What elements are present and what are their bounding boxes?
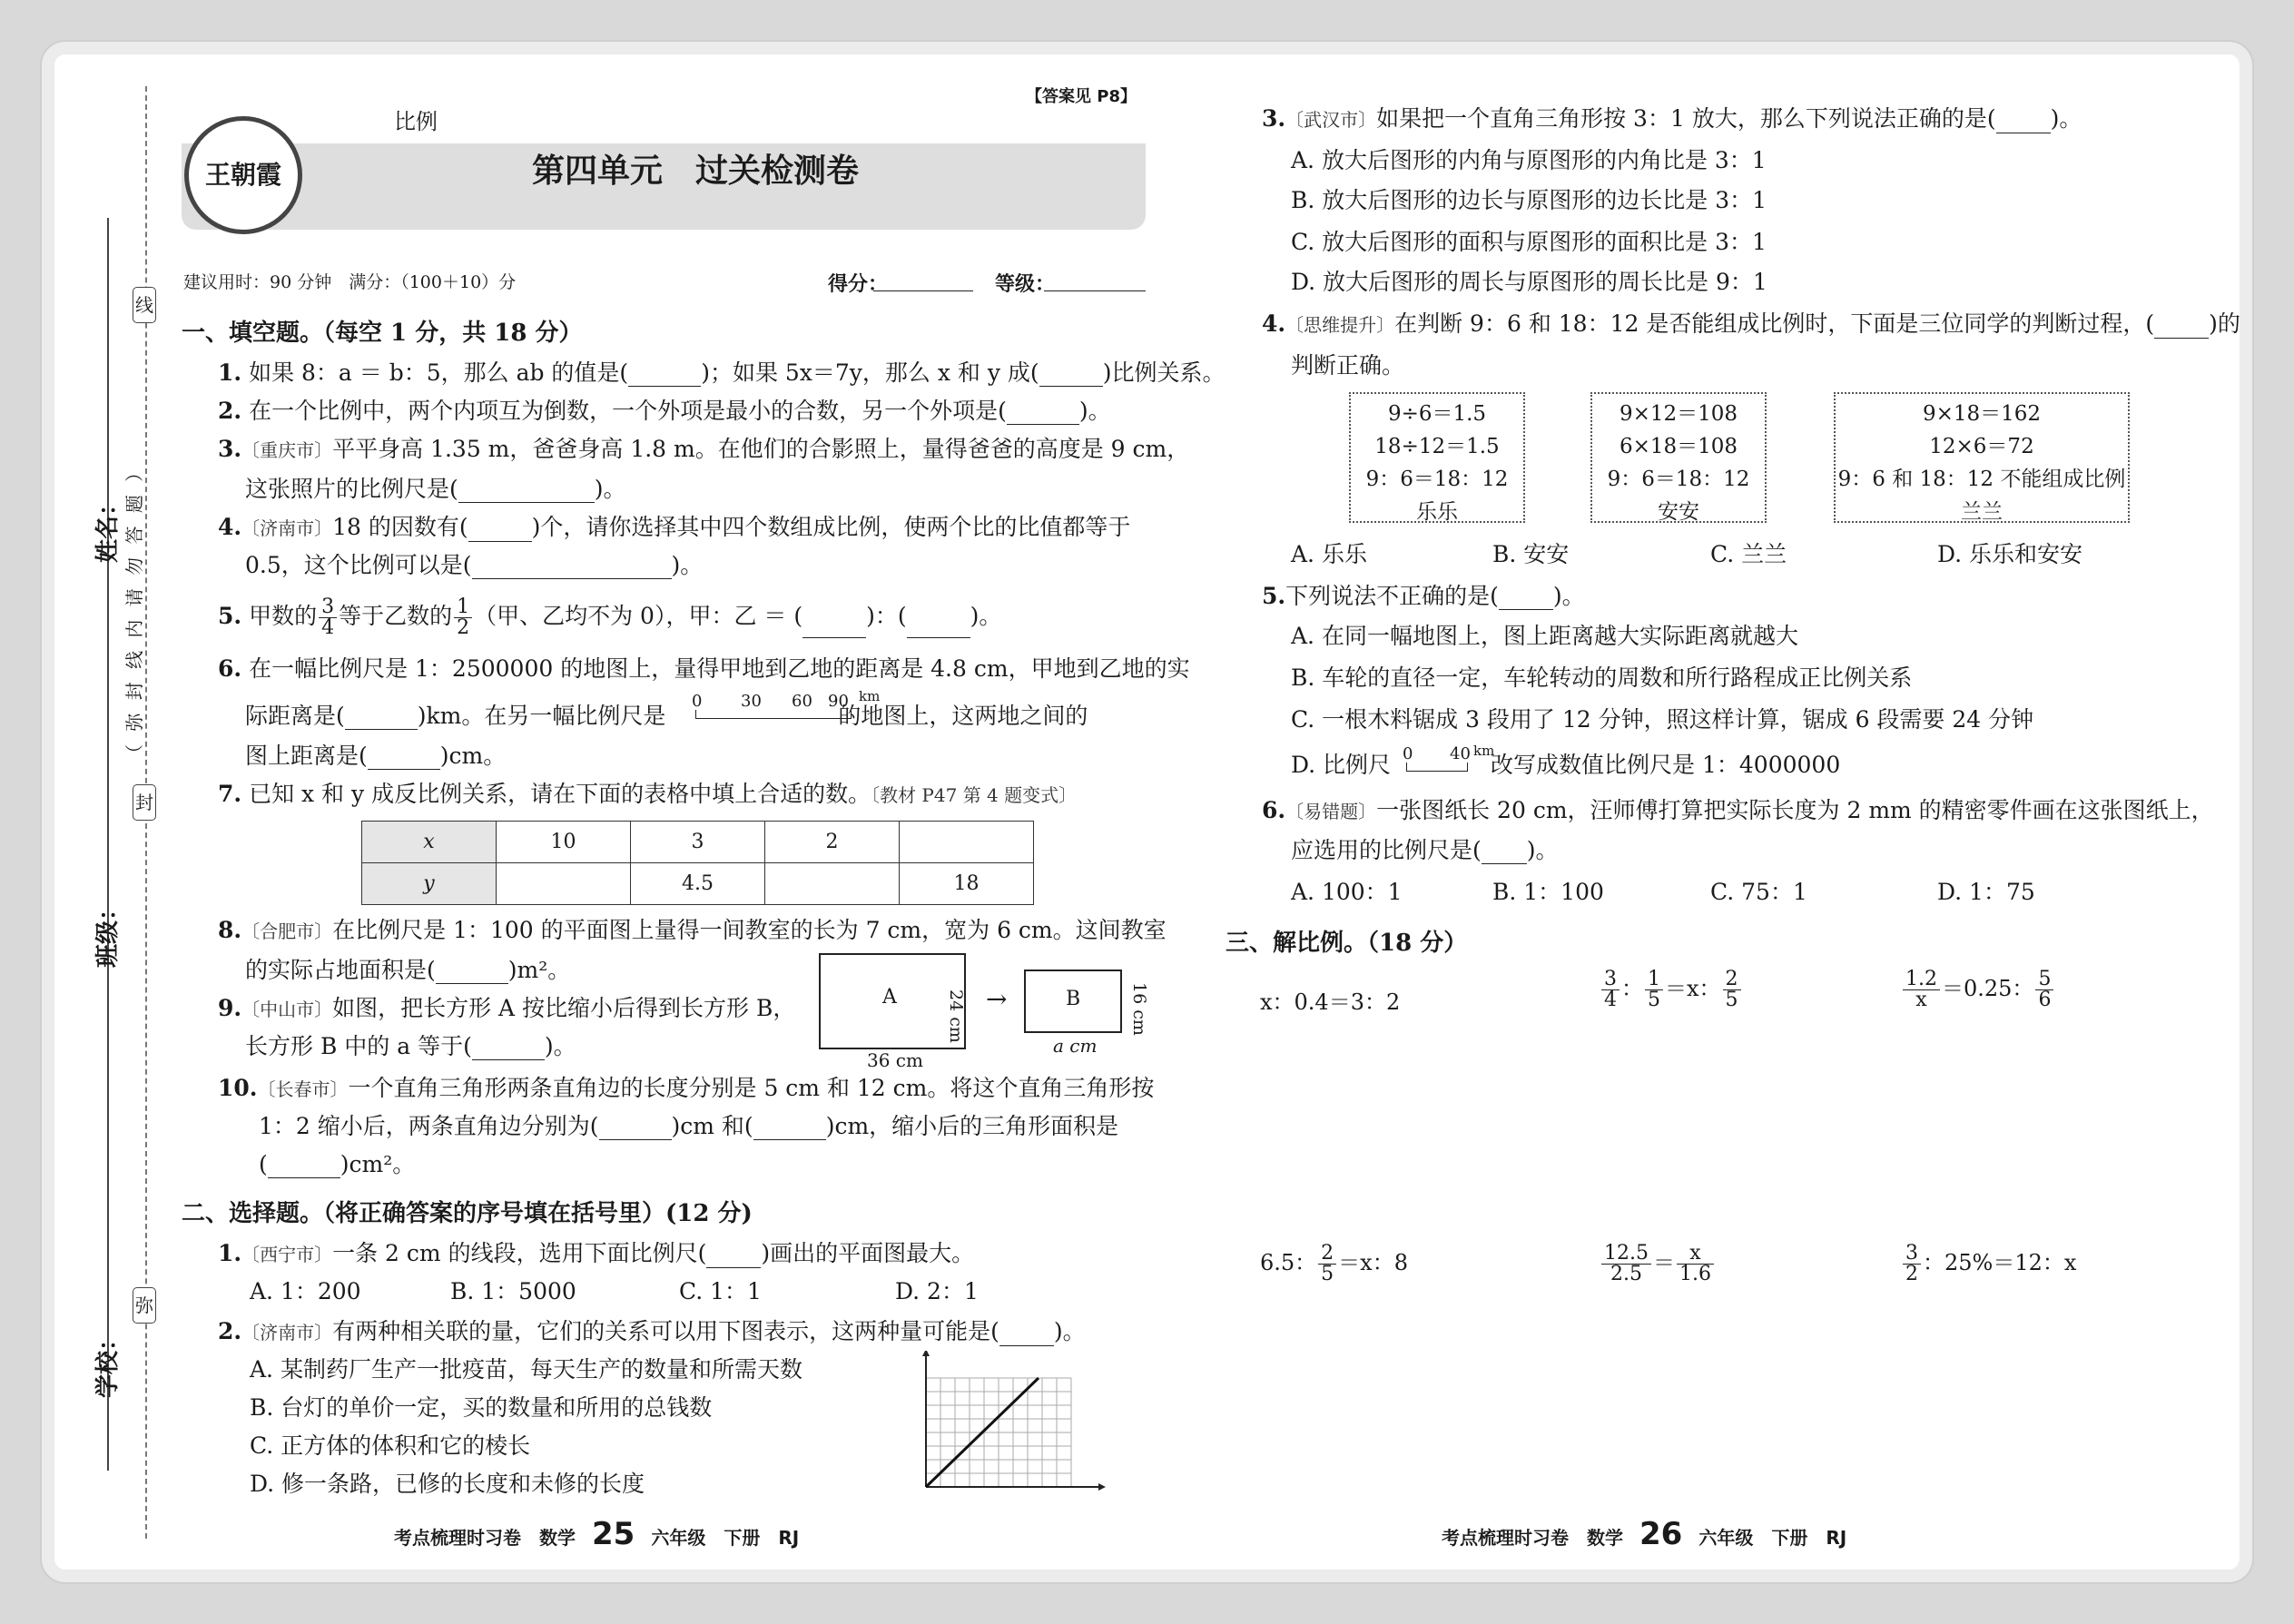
answer-blank[interactable] xyxy=(802,637,866,638)
equation-1: x：0.4＝3：2 xyxy=(1260,989,1401,1015)
graph-grid xyxy=(926,1378,1071,1487)
q-text: )：( xyxy=(866,603,907,629)
q-text: 在比例尺是 1：100 的平面图上量得一间教室的长为 7 cm，宽为 6 cm。这间教室 xyxy=(332,917,1167,943)
denominator: 4 xyxy=(321,616,335,639)
s1-q6-line2 xyxy=(245,703,1088,730)
box-line: 9×12＝108 xyxy=(1619,402,1738,426)
q-tag: 〔思维提升〕 xyxy=(1285,314,1395,336)
equation-5 xyxy=(1600,1244,1716,1284)
q-text: )。 xyxy=(2050,105,2082,132)
time-info: 建议用时：90 分钟 满分：（100＋10）分 xyxy=(183,272,517,292)
q-text: )km。在另一幅比例尺是 xyxy=(417,703,666,729)
table-row-y xyxy=(362,863,1034,905)
answer-reference: 【答案见 P8】 xyxy=(1026,87,1137,106)
fraction xyxy=(2035,969,2053,1010)
s1-q5 xyxy=(218,597,1001,638)
answer-blank[interactable] xyxy=(468,541,532,542)
answer-blank[interactable] xyxy=(436,983,508,984)
q-text: )。 xyxy=(970,603,1002,629)
seal-note: （ 弥 封 线 内 请 勿 答 题 ） xyxy=(123,459,145,763)
footer-series: 考点梳理时习卷 数学 xyxy=(1442,1527,1623,1549)
option-d[interactable]: D. 乐乐和安安 xyxy=(1937,541,2083,567)
unit-label: 比例 xyxy=(394,109,438,134)
rect-b-width: a cm xyxy=(1053,1035,1098,1057)
q-text: 在判断 9：6 和 18：12 是否能组成比例时，下面是三位同学的判断过程，( xyxy=(1394,310,2155,337)
rect-a-height: 24 cm xyxy=(946,989,966,1043)
reasoning-box-anan xyxy=(1590,392,1767,523)
section2-heading: 二、选择题。（将正确答案的序号填在括号里）(12 分) xyxy=(182,1200,753,1227)
q-text: 如图，把长方形 A 按比缩小后得到长方形 B， xyxy=(332,995,796,1021)
s2-q1 xyxy=(218,1240,974,1268)
q-tag: 〔合肥市〕 xyxy=(241,920,333,942)
s1-q6-line3 xyxy=(245,743,506,770)
numerator: 1.2 xyxy=(1903,969,1940,990)
box-line: 9：6＝18：12 xyxy=(1365,468,1509,491)
option-a[interactable]: A. 在同一幅地图上，图上距离越大实际距离就越大 xyxy=(1291,623,1798,649)
q-text: )比例关系。 xyxy=(1102,359,1226,386)
q-tag: 〔济南市〕 xyxy=(241,1322,333,1343)
q-text: )cm 和( xyxy=(671,1113,753,1139)
arrow-icon: → xyxy=(986,984,1008,1014)
option-a[interactable]: A. 放大后图形的内角与原图形的内角比是 3：1 xyxy=(1291,147,1767,173)
page-number: 26 xyxy=(1639,1516,1683,1552)
q-num: 8. xyxy=(218,917,242,943)
denominator: 2 xyxy=(1905,1263,1918,1285)
fraction xyxy=(1601,969,1620,1010)
q-text: )cm，缩小后的三角形面积是 xyxy=(825,1113,1119,1139)
q-tag: 〔济南市〕 xyxy=(241,517,333,539)
table-cell[interactable] xyxy=(765,863,900,905)
fraction xyxy=(1318,1244,1336,1284)
q-num: 3. xyxy=(1262,105,1286,132)
reasoning-box-lanlan xyxy=(1834,392,2130,523)
name-label: 姓名： xyxy=(94,491,122,563)
equation-3 xyxy=(1901,969,2055,1010)
scale-bar xyxy=(695,710,852,719)
equation-6 xyxy=(1901,1244,2076,1284)
reasoning-box-lele xyxy=(1349,392,1525,523)
q-num: 7. xyxy=(218,781,242,807)
q-num: 1. xyxy=(218,359,242,386)
fraction xyxy=(1601,1244,1651,1284)
q-text: )；如果 5x＝7y，那么 x 和 y 成( xyxy=(701,359,1039,386)
s2-q6-line2 xyxy=(1291,837,1559,864)
q-tag: 〔武汉市〕 xyxy=(1285,109,1377,131)
rect-label: A xyxy=(882,986,897,1009)
footer-series: 考点梳理时习卷 数学 xyxy=(394,1527,576,1549)
fraction xyxy=(1723,969,1741,1010)
q-text: 平平身高 1.35 m，爸爸身高 1.8 m。在他们的合影照上，量得爸爸的高度是 9 cm， xyxy=(332,436,1190,462)
scale-tick: 0 xyxy=(692,692,703,711)
option-b[interactable]: B. 放大后图形的边长与原图形的边长比是 3：1 xyxy=(1291,187,1767,213)
q-text: 的实际占地面积是( xyxy=(245,957,436,983)
table-header-x: x xyxy=(362,822,497,863)
q-text: 在一幅比例尺是 1：2500000 的地图上，量得甲地到乙地的距离是 4.8 cm，甲地到乙地的实 xyxy=(249,655,1190,682)
denominator: 2 xyxy=(457,616,470,639)
option-b[interactable]: B. 1：100 xyxy=(1492,879,1604,905)
section3-heading: 三、解比例。（18 分） xyxy=(1226,930,1468,957)
section1-heading: 一、填空题。（每空 1 分，共 18 分） xyxy=(182,320,583,347)
q-text: )。 xyxy=(1053,1318,1086,1344)
fraction xyxy=(319,597,337,638)
scale-tick: 90 xyxy=(828,692,849,711)
answer-blank[interactable] xyxy=(907,637,970,638)
q-text: 如果 8：a ＝ b：5，那么 ab 的值是( xyxy=(249,359,629,386)
s2-q6 xyxy=(1262,797,2214,825)
numerator: 2 xyxy=(1723,969,1741,990)
s1-q8 xyxy=(218,917,1167,945)
answer-blank[interactable] xyxy=(1482,863,1527,864)
name-line xyxy=(107,218,109,1471)
q-num: 2. xyxy=(218,1318,242,1344)
denominator: 6 xyxy=(2038,989,2052,1011)
q-text: 一条 2 cm 的线段，选用下面比例尺( xyxy=(332,1240,707,1266)
q-text: 应选用的比例尺是( xyxy=(1291,837,1482,863)
s2-q5 xyxy=(1262,583,1585,610)
eq-text: ＝x：8 xyxy=(1338,1250,1408,1275)
denominator: 1.6 xyxy=(1679,1263,1711,1285)
answer-blank[interactable] xyxy=(368,769,440,770)
numerator: 12.5 xyxy=(1601,1244,1651,1265)
footer-grade: 六年级 下册 RJ xyxy=(651,1527,800,1549)
answer-blank[interactable] xyxy=(472,1059,545,1060)
numerator: 1 xyxy=(1645,969,1663,990)
box-line: 9：6 和 18：12 不能组成比例 xyxy=(1837,468,2126,491)
q-text: ( xyxy=(259,1151,268,1177)
q-text: （甲、乙均不为 0），甲：乙 ＝ ( xyxy=(474,603,803,629)
q-text: 在一个比例中，两个内项互为倒数，一个外项是最小的合数，另一个外项是( xyxy=(249,398,1007,424)
answer-blank[interactable] xyxy=(1039,386,1103,387)
equation-4 xyxy=(1260,1244,1408,1284)
q-text: )的 xyxy=(2209,310,2240,337)
answer-blank[interactable] xyxy=(2154,338,2209,339)
fraction xyxy=(1903,969,1940,1010)
option-b[interactable]: B. 车轮的直径一定，车轮转动的周数和所行路程成正比例关系 xyxy=(1291,664,1913,691)
q-text: )m²。 xyxy=(507,957,571,983)
option-d[interactable] xyxy=(1291,752,1840,779)
q-text: 0.5，这个比例可以是( xyxy=(245,552,472,578)
q-text: 有两种相关联的量，它们的关系可以用下图表示，这两种量可能是( xyxy=(332,1318,999,1344)
denominator: x xyxy=(1915,989,1927,1011)
q-text: 甲数的 xyxy=(249,603,318,629)
q-text: 已知 x 和 y 成反比例关系，请在下面的表格中填上合适的数。 xyxy=(249,781,871,807)
footer-left xyxy=(394,1516,799,1552)
numerator: x xyxy=(1677,1244,1714,1265)
q-tag: 〔重庆市〕 xyxy=(241,439,333,461)
box-line: 18÷12＝1.5 xyxy=(1374,435,1500,458)
banner-tab-gap xyxy=(318,107,1146,143)
box-name: 兰兰 xyxy=(1961,500,2003,524)
option-d[interactable]: D. 放大后图形的周长与原图形的周长比是 9：1 xyxy=(1291,269,1767,295)
answer-blank[interactable] xyxy=(472,578,672,579)
s1-q6 xyxy=(218,655,1190,683)
numerator: 2 xyxy=(1318,1244,1336,1265)
answer-blank[interactable] xyxy=(1007,424,1079,425)
option-c[interactable]: C. 1：1 xyxy=(679,1278,762,1304)
seal-char-mi: 弥 xyxy=(133,1287,156,1324)
q-num: 1. xyxy=(218,1240,242,1266)
eq-text: ＝ xyxy=(1652,1250,1675,1275)
s1-q7 xyxy=(218,781,1077,809)
proportion-graph xyxy=(908,1351,1108,1505)
option-b[interactable]: B. 安安 xyxy=(1492,541,1570,567)
q-text: 长方形 B 中的 a 等于( xyxy=(245,1033,472,1059)
answer-blank[interactable] xyxy=(458,502,595,503)
y-axis-arrow xyxy=(922,1351,930,1356)
s1-q4-line2 xyxy=(245,552,703,579)
table-cell[interactable]: 2 xyxy=(765,822,900,863)
q-num: 4. xyxy=(218,514,242,540)
option-a[interactable]: A. 1：200 xyxy=(250,1278,361,1304)
footer-grade: 六年级 下册 RJ xyxy=(1698,1527,1847,1549)
q-text: 18 的因数有( xyxy=(332,514,468,540)
eq-text: ： xyxy=(1621,976,1643,1001)
eq-text: ：25%＝12：x xyxy=(1923,1250,2077,1275)
q-text: 图上距离是( xyxy=(245,743,368,769)
numerator: 3 xyxy=(319,597,337,618)
option-c[interactable]: C. 放大后图形的面积与原图形的面积比是 3：1 xyxy=(1291,229,1767,255)
box-line: 9×18＝162 xyxy=(1922,402,2042,426)
table-cell[interactable] xyxy=(497,863,631,905)
q-text: )画出的平面图最大。 xyxy=(761,1240,975,1266)
q-text: D. 比例尺 xyxy=(1291,752,1392,778)
q-text: )。 xyxy=(671,552,704,578)
s2-q3 xyxy=(1262,105,2082,133)
score-field[interactable] xyxy=(873,290,973,291)
eq-text: ＝0.25： xyxy=(1942,976,2034,1001)
fraction xyxy=(1903,1244,1921,1284)
class-label: 班级： xyxy=(94,896,122,968)
table-cell[interactable]: 4.5 xyxy=(631,863,765,905)
page-title: 第四单元 过关检测卷 xyxy=(532,153,860,190)
q-text: )。 xyxy=(1552,583,1585,609)
seal-char-feng: 封 xyxy=(133,784,156,821)
answer-blank[interactable] xyxy=(628,386,701,387)
scale-tick: 0 xyxy=(1403,744,1413,763)
option-a[interactable]: A. 乐乐 xyxy=(1291,541,1367,567)
scale-unit: km xyxy=(859,688,881,704)
numerator: 1 xyxy=(454,597,472,618)
option-d[interactable]: D. 2：1 xyxy=(895,1278,979,1304)
box-name: 安安 xyxy=(1658,500,1699,524)
denominator: 2.5 xyxy=(1610,1263,1642,1285)
grade-field[interactable] xyxy=(1044,290,1146,291)
s1-q8-line2 xyxy=(245,957,570,984)
table-cell[interactable]: 18 xyxy=(900,863,1034,905)
denominator: 4 xyxy=(1604,989,1617,1011)
s1-q4 xyxy=(218,514,1130,542)
q-text: )。 xyxy=(1078,398,1111,424)
option-c[interactable]: C. 正方体的体积和它的棱长 xyxy=(250,1432,531,1459)
grade-label: 等级： xyxy=(995,272,1056,296)
page-number: 25 xyxy=(592,1516,635,1552)
s2-q4 xyxy=(1262,310,2240,339)
option-c[interactable]: C. 兰兰 xyxy=(1710,541,1787,567)
scale-tick: 60 xyxy=(792,692,812,711)
answer-blank[interactable] xyxy=(599,1139,672,1140)
q-tag: 〔教材 P47 第 4 题变式〕 xyxy=(871,784,1078,806)
q-num: 5. xyxy=(218,603,242,629)
answer-blank[interactable] xyxy=(999,1345,1054,1346)
s2-q4-line2: 判断正确。 xyxy=(1291,352,1405,379)
fraction xyxy=(1645,969,1663,1010)
q-text: 1：2 缩小后，两条直角边分别为( xyxy=(259,1113,599,1139)
s1-q3 xyxy=(218,436,1189,464)
equation-2 xyxy=(1600,969,1743,1010)
scale-tick: 30 xyxy=(741,692,762,711)
table-cell[interactable]: 10 xyxy=(497,822,631,863)
q-tag: 〔易错题〕 xyxy=(1285,801,1377,822)
rectangle-b xyxy=(1024,969,1122,1033)
numerator: 5 xyxy=(2035,969,2053,990)
q-text: 这张照片的比例尺是( xyxy=(245,476,458,502)
q-num: 6. xyxy=(1262,797,1286,823)
q-text: )。 xyxy=(1526,837,1559,863)
rect-label: B xyxy=(1066,988,1081,1010)
q-num: 3. xyxy=(218,436,242,462)
q-num: 6. xyxy=(218,655,242,682)
q-text: 如果把一个直角三角形按 3：1 放大，那么下列说法正确的是( xyxy=(1376,105,1996,132)
q-text: )。 xyxy=(594,476,626,502)
q-tag: 〔中山市〕 xyxy=(241,999,333,1020)
answer-blank[interactable] xyxy=(268,1177,340,1178)
scale-tick: 40 xyxy=(1450,744,1471,763)
q-text: 际距离是( xyxy=(245,703,345,729)
box-line: 9：6＝18：12 xyxy=(1607,468,1750,491)
option-c[interactable]: C. 一根木料锯成 3 段用了 12 分钟，照这样计算，锯成 6 段需要 24 分钟 xyxy=(1291,706,2034,733)
option-b[interactable]: B. 1：5000 xyxy=(450,1278,576,1304)
eq-text: 6.5： xyxy=(1260,1250,1317,1275)
s1-q10-line3 xyxy=(259,1151,415,1178)
rect-a-width: 36 cm xyxy=(867,1049,923,1071)
line-scale-q6 xyxy=(692,688,881,728)
q-num: 2. xyxy=(218,398,242,424)
q-text: )。 xyxy=(544,1033,576,1059)
q-num: 9. xyxy=(218,995,242,1021)
s1-q2 xyxy=(218,398,1111,425)
option-a[interactable]: A. 某制药厂生产一批疫苗，每天生产的数量和所需天数 xyxy=(250,1356,802,1383)
q-num: 5. xyxy=(1262,583,1286,609)
box-name: 乐乐 xyxy=(1416,500,1458,524)
q-text: 一个直角三角形两条直角边的长度分别是 5 cm 和 12 cm。将这个直角三角形按 xyxy=(348,1075,1155,1101)
answer-blank[interactable] xyxy=(345,729,418,730)
logo-seal: 王朝霞 xyxy=(184,116,302,234)
s1-q3-line2 xyxy=(245,476,626,503)
q-text: 等于乙数的 xyxy=(339,603,453,629)
table-row-x xyxy=(362,822,1034,863)
box-line: 6×18＝108 xyxy=(1619,435,1738,458)
s1-q9-line2 xyxy=(245,1033,576,1060)
option-d[interactable]: D. 1：75 xyxy=(1937,879,2035,905)
footer-right xyxy=(1442,1516,1846,1552)
option-c[interactable]: C. 75：1 xyxy=(1710,879,1807,905)
scale-bar xyxy=(1406,763,1468,772)
q-tag: 〔西宁市〕 xyxy=(241,1244,333,1265)
answer-blank[interactable] xyxy=(753,1139,826,1140)
s1-q10-line2 xyxy=(259,1113,1118,1140)
box-line: 9÷6＝1.5 xyxy=(1387,402,1487,426)
s2-q2 xyxy=(218,1318,1086,1346)
s1-q9 xyxy=(218,995,795,1023)
fraction xyxy=(454,597,472,638)
option-b[interactable]: B. 台灯的单价一定，买的数量和所用的总钱数 xyxy=(250,1394,713,1421)
denominator: 5 xyxy=(1321,1263,1334,1285)
q-text: )cm。 xyxy=(439,743,507,769)
q-num: 10. xyxy=(218,1075,258,1101)
score-label: 得分： xyxy=(828,272,889,296)
rect-b-height: 16 cm xyxy=(1129,982,1149,1036)
xy-table xyxy=(361,821,1034,905)
answer-blank[interactable] xyxy=(1499,609,1553,610)
numerator: 3 xyxy=(1903,1244,1921,1265)
q-text: 的地图上，这两地之间的 xyxy=(838,703,1088,729)
table-cell[interactable] xyxy=(900,822,1034,863)
numerator: 3 xyxy=(1601,969,1620,990)
x-axis-arrow xyxy=(1098,1483,1106,1491)
denominator: 5 xyxy=(1725,989,1738,1011)
table-cell[interactable]: 3 xyxy=(631,822,765,863)
q-num: 4. xyxy=(1262,310,1286,337)
scale-unit: km xyxy=(1473,743,1495,759)
box-line: 12×6＝72 xyxy=(1929,435,2034,458)
q-text: 下列说法不正确的是( xyxy=(1285,583,1499,609)
table-header-y: y xyxy=(362,863,497,905)
option-d[interactable]: D. 修一条路，已修的长度和未修的长度 xyxy=(250,1471,645,1497)
q-text: 一张图纸长 20 cm，汪师傅打算把实际长度为 2 mm 的精密零件画在这张图纸上， xyxy=(1376,797,2214,823)
s1-q10 xyxy=(218,1075,1154,1103)
rectangle-a xyxy=(819,953,966,1049)
q-text: )cm²。 xyxy=(340,1151,416,1177)
seal-char-xian: 线 xyxy=(133,287,156,323)
eq-text: ＝x： xyxy=(1665,976,1721,1001)
answer-blank[interactable] xyxy=(706,1267,761,1268)
q-tag: 〔长春市〕 xyxy=(257,1078,349,1100)
line-scale-q5 xyxy=(1403,743,1502,781)
q-text: 改写成数值比例尺是 1：4000000 xyxy=(1491,752,1841,778)
fraction xyxy=(1677,1244,1714,1284)
denominator: 5 xyxy=(1648,989,1660,1011)
school-label: 学校： xyxy=(94,1326,122,1398)
option-a[interactable]: A. 100：1 xyxy=(1291,879,1403,905)
s1-q1 xyxy=(218,359,1225,387)
q-text: )个，请你选择其中四个数组成比例，使两个比的比值都等于 xyxy=(531,514,1131,540)
